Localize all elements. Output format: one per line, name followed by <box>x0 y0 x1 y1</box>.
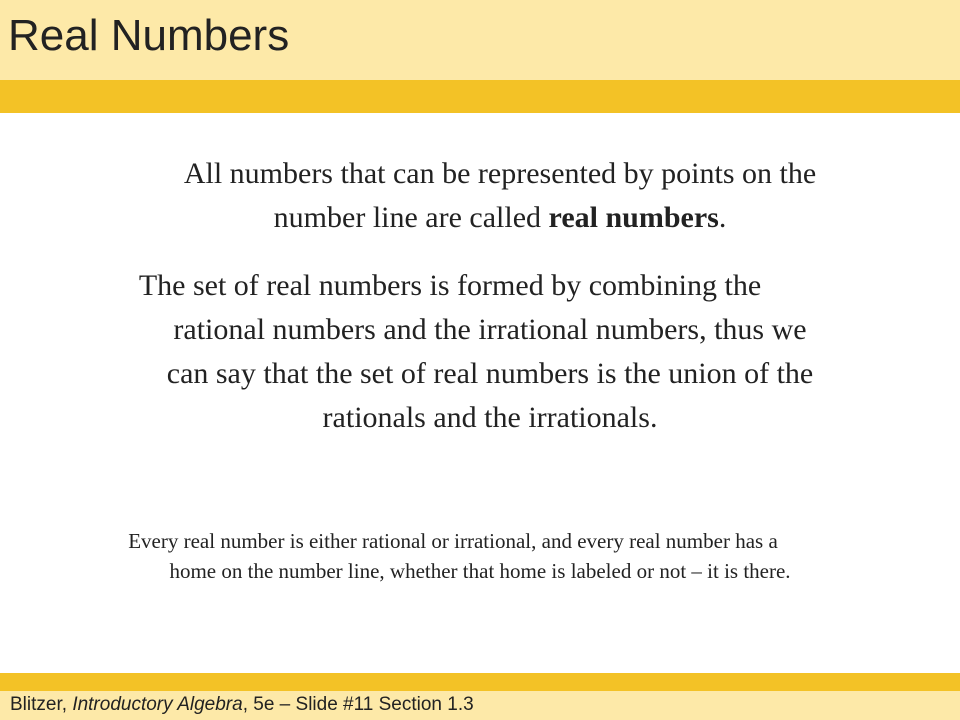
union-line-3: can say that the set of real numbers is the union of the <box>166 357 814 390</box>
union-paragraph <box>60 264 920 440</box>
footer-author: Blitzer, <box>10 694 73 715</box>
union-line-2: rational numbers and the irrational numbers, thus we <box>173 313 807 346</box>
union-line-1: The set of real numbers is formed by combining the <box>138 269 762 302</box>
real-numbers-term: real numbers <box>548 201 719 234</box>
slide-title: Real Numbers <box>8 11 290 60</box>
definition-line-1: All numbers that can be represented by points on the <box>183 157 817 190</box>
footer-book-title: Introductory Algebra <box>72 694 243 715</box>
footer-citation <box>10 694 474 716</box>
definition-paragraph <box>100 152 900 240</box>
footer-accent-bar <box>0 673 960 691</box>
definition-line-2 <box>100 196 900 240</box>
note-line-2: home on the number line, whether that home is labeled or not – it is there. <box>169 559 791 583</box>
note-paragraph <box>40 526 920 586</box>
definition-line-2-prefix: number line are called <box>273 201 549 234</box>
footer-slide-info: , 5e – Slide #11 Section 1.3 <box>242 694 474 715</box>
union-line-4: rationals and the irrationals. <box>322 401 658 434</box>
definition-line-2-suffix: . <box>718 201 727 234</box>
title-accent-bar <box>0 80 960 113</box>
note-line-1: Every real number is either rational or irrational, and every real number has a <box>128 529 778 553</box>
